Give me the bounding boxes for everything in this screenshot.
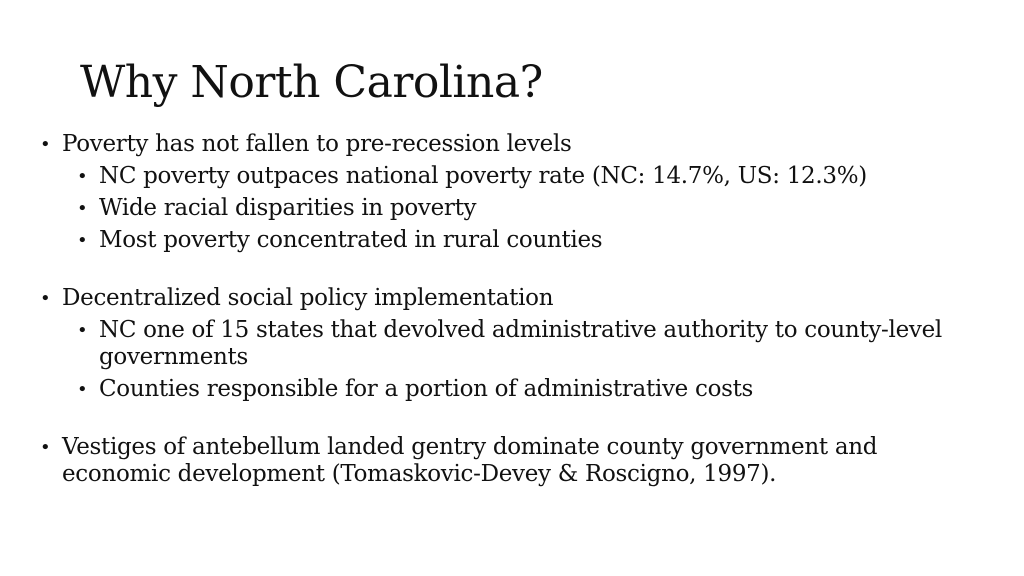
sub-bullet-item [77, 195, 980, 222]
bullet-icon: • [40, 288, 51, 309]
bullet-icon: • [77, 198, 88, 219]
spacer [40, 403, 980, 429]
sub-bullet-item [77, 163, 980, 190]
bullet-icon: • [40, 134, 51, 155]
bullet-item [40, 434, 980, 488]
bullet-item [40, 285, 980, 312]
slide-title: Why North Carolina? [80, 57, 543, 108]
sub-bullet-text: Most poverty concentrated in rural counties [99, 227, 603, 253]
slide-body [40, 126, 980, 488]
bullet-text: Vestiges of antebellum landed gentry dominate county government and economic development (Tomaskovic-Devey & Roscigno, 1997). [62, 434, 878, 487]
bullet-item [40, 131, 980, 158]
bullet-text: Decentralized social policy implementation [62, 285, 554, 311]
sub-bullet-item [77, 227, 980, 254]
bullet-icon: • [77, 320, 88, 341]
sub-bullet-text: NC one of 15 states that devolved administrative authority to county-level governments [99, 317, 942, 370]
sub-bullet-text: Counties responsible for a portion of administrative costs [99, 376, 754, 402]
sub-bullet-item [77, 317, 980, 371]
sub-bullet-text: Wide racial disparities in poverty [99, 195, 477, 221]
sub-bullet-item [77, 376, 980, 403]
bullet-icon: • [77, 379, 88, 400]
spacer [40, 254, 980, 280]
bullet-text: Poverty has not fallen to pre-recession levels [62, 131, 572, 157]
bullet-icon: • [40, 437, 51, 458]
sub-bullet-text: NC poverty outpaces national poverty rate (NC: 14.7%, US: 12.3%) [99, 163, 867, 189]
bullet-icon: • [77, 230, 88, 251]
bullet-icon: • [77, 166, 88, 187]
